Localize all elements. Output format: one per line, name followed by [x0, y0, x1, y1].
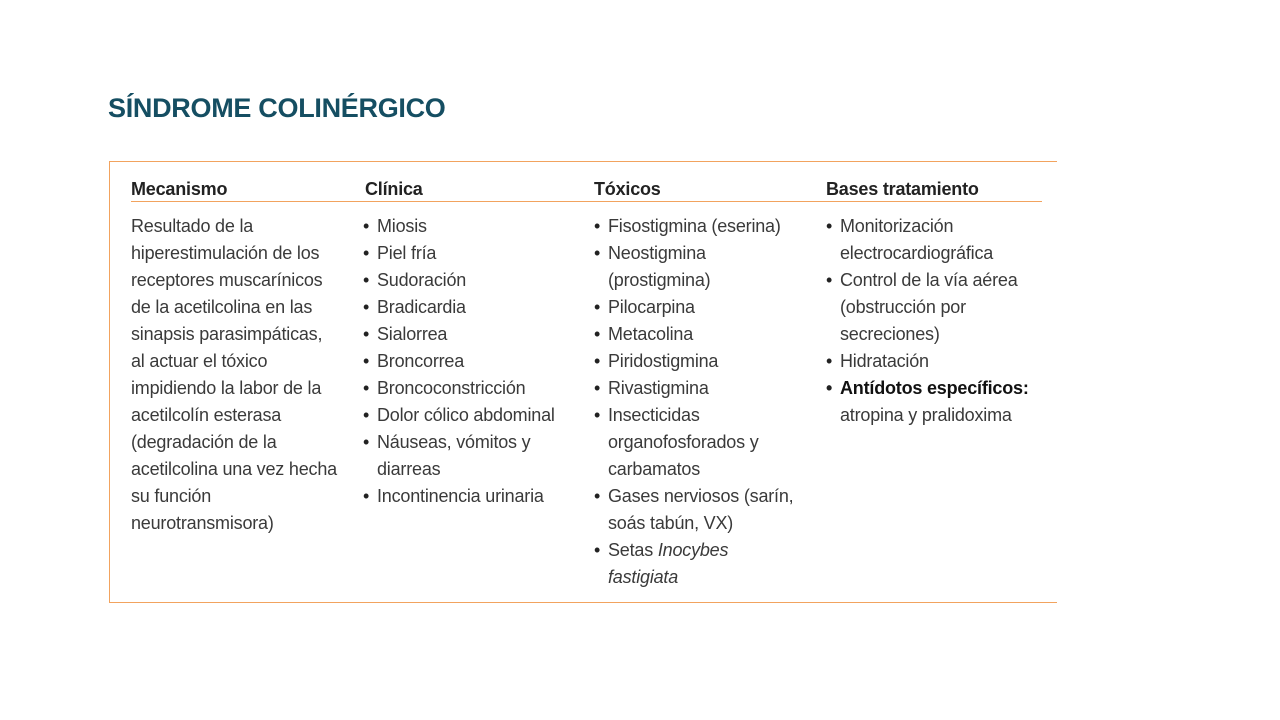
bullet-icon: •	[826, 270, 833, 290]
bullet-icon: •	[826, 378, 833, 398]
list-item	[594, 537, 793, 591]
list-item	[594, 213, 793, 240]
antidotos-text: atropina y pralidoxima	[840, 405, 1012, 425]
list-item-line: Bradicardia	[377, 297, 466, 317]
bullet-icon: •	[594, 351, 601, 371]
setas-species-1: Inocybes	[657, 540, 729, 560]
clinica-items	[363, 213, 555, 510]
bullet-icon: •	[594, 405, 601, 425]
list-item-line: Broncorrea	[377, 351, 465, 371]
list-item	[594, 348, 793, 375]
bullet-icon: •	[826, 216, 833, 236]
text-line: de la acetilcolina en las	[131, 297, 313, 317]
bases-antidotos	[826, 375, 1029, 429]
list-item	[594, 240, 793, 294]
setas-species-2: fastigiata	[608, 567, 679, 587]
list-item	[363, 402, 555, 429]
list-item-line: Broncoconstricción	[377, 378, 526, 398]
bases-items	[826, 213, 1029, 375]
bullet-icon: •	[594, 243, 601, 263]
list-item	[363, 294, 555, 321]
list-item-line: Metacolina	[608, 324, 694, 344]
list-item	[363, 429, 555, 483]
text-line: neurotransmisora)	[131, 513, 274, 533]
list-item-line: Náuseas, vómitos y	[377, 432, 531, 452]
list-item-line: Insecticidas	[608, 405, 700, 425]
list-item-line: carbamatos	[608, 459, 701, 479]
list-item-line: Monitorización	[840, 216, 954, 236]
list-item	[594, 375, 793, 402]
bullet-icon: •	[363, 486, 370, 506]
column-header-toxicos	[594, 178, 661, 201]
list-item-line: Piridostigmina	[608, 351, 719, 371]
header-rule	[131, 201, 1042, 202]
text-line: acetilcolín esterasa	[131, 405, 282, 425]
antidotos-label: Antídotos específicos:	[840, 378, 1029, 398]
bullet-icon: •	[363, 216, 370, 236]
list-item-line: secreciones)	[840, 324, 940, 344]
toxicos-items	[594, 213, 793, 537]
list-item-line: organofosforados y	[608, 432, 759, 452]
text-line: (degradación de la	[131, 432, 277, 452]
list-item-line: Hidratación	[840, 351, 929, 371]
list-item-line: diarreas	[377, 459, 441, 479]
list-item	[826, 375, 1029, 429]
mecanismo-text	[131, 213, 337, 537]
list-item	[363, 375, 555, 402]
list-item-line: (prostigmina)	[608, 270, 711, 290]
text-line: Resultado de la	[131, 216, 254, 236]
text-line: receptores muscarínicos	[131, 270, 323, 290]
list-item-line: Sialorrea	[377, 324, 448, 344]
bullet-icon: •	[363, 243, 370, 263]
list-item-line: Incontinencia urinaria	[377, 486, 544, 506]
list-item	[363, 213, 555, 240]
bullet-icon: •	[594, 324, 601, 344]
list-item	[826, 213, 1029, 267]
header-clinica: Clínica	[365, 179, 423, 199]
bullet-icon: •	[594, 486, 601, 506]
bullet-icon: •	[594, 216, 601, 236]
list-item	[363, 267, 555, 294]
list-item-line: Miosis	[377, 216, 427, 236]
list-item	[826, 267, 1029, 348]
bullet-icon: •	[363, 324, 370, 344]
list-item	[594, 321, 793, 348]
text-line: su función	[131, 486, 212, 506]
list-item-line: Rivastigmina	[608, 378, 709, 398]
setas-prefix: Setas	[608, 540, 658, 560]
bullet-icon: •	[363, 378, 370, 398]
text-line: hiperestimulación de los	[131, 243, 320, 263]
text-line: sinapsis parasimpáticas,	[131, 324, 323, 344]
bullet-icon: •	[594, 378, 601, 398]
bullet-icon: •	[363, 432, 370, 452]
list-item	[363, 483, 555, 510]
header-toxicos: Tóxicos	[594, 179, 661, 199]
toxicos-list	[594, 213, 793, 591]
list-item-line: Neostigmina	[608, 243, 706, 263]
list-item-line: Pilocarpina	[608, 297, 695, 317]
list-item	[363, 321, 555, 348]
list-item	[594, 483, 793, 537]
bullet-icon: •	[363, 297, 370, 317]
text-line: al actuar el tóxico	[131, 351, 268, 371]
list-item-line: soás tabún, VX)	[608, 513, 734, 533]
bullet-icon: •	[594, 297, 601, 317]
bullet-icon: •	[363, 270, 370, 290]
list-item-line: Gases nerviosos (sarín,	[608, 486, 794, 506]
list-item	[826, 348, 1029, 375]
list-item-line: electrocardiográfica	[840, 243, 994, 263]
column-header-bases	[826, 178, 979, 201]
text-line: impidiendo la labor de la	[131, 378, 322, 398]
list-item	[594, 402, 793, 483]
list-item-line: Fisostigmina (eserina)	[608, 216, 781, 236]
bullet-icon: •	[363, 405, 370, 425]
column-header-clinica	[365, 178, 423, 201]
column-header-mecanismo	[131, 178, 227, 201]
text-line: acetilcolina una vez hecha	[131, 459, 337, 479]
page-title: SÍNDROME COLINÉRGICO	[108, 93, 446, 123]
list-item	[363, 348, 555, 375]
list-item	[363, 240, 555, 267]
header-bases: Bases tratamiento	[826, 179, 979, 199]
bases-list	[826, 213, 1029, 429]
list-item-line: Piel fría	[377, 243, 437, 263]
list-item-line: Dolor cólico abdominal	[377, 405, 555, 425]
header-mecanismo: Mecanismo	[131, 179, 228, 199]
bullet-icon: •	[594, 540, 601, 560]
list-item-line: (obstrucción por	[840, 297, 966, 317]
list-item-line: Sudoración	[377, 270, 467, 290]
list-item-line: Control de la vía aérea	[840, 270, 1018, 290]
bullet-icon: •	[363, 351, 370, 371]
clinica-list	[363, 213, 555, 510]
bullet-icon: •	[826, 351, 833, 371]
toxicos-setas	[594, 537, 793, 591]
list-item	[594, 294, 793, 321]
